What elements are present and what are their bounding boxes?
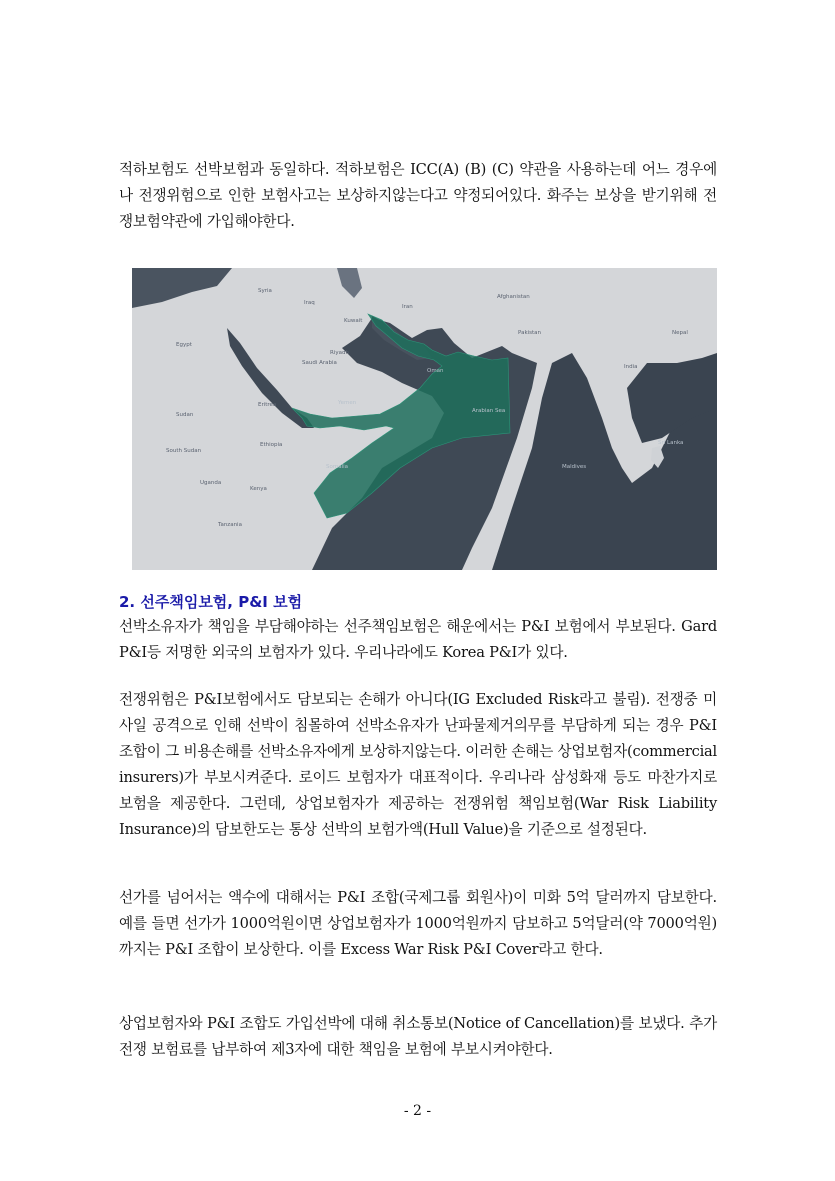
map-label-iraq: Iraq xyxy=(304,300,315,306)
map-label-tanzania: Tanzania xyxy=(218,522,242,528)
map-label-riyadh: Riyadh xyxy=(330,350,349,356)
map-label-pakistan: Pakistan xyxy=(518,330,542,336)
paragraph-cancellation: 상업보험자와 P&I 조합도 가입선박에 대해 취소통보(Notice of Cancellation)를 보냈다. 추가전쟁 보험료를 납부하여 제3자에 대한 책임을 보험에 부보시켜야한다. xyxy=(119,1015,717,1058)
map-label-somalia: Somalia xyxy=(326,464,349,470)
map-label-nepal: Nepal xyxy=(672,330,688,336)
paragraph-war-risk: 전쟁위험은 P&I보험에서도 담보되는 손해가 아니다(IG Excluded Risk라고 불림). 전쟁중 미사일 공격으로 인해 선박이 침몰하여 선박소유자가 난파물제거의무를 부담하게 되는 경우 P&I조합이 그 비용손해를 선박소유자에게 보상하지않는다. 이러한 손해는 상업보험자(commercial insurers)가 부보시켜준다. 로이드 보험자가 대표적이다. 우리나라 삼성화재 등도 마찬가지로 보험을 제공한다. 그런데, 상업보험자가 제공하는 전쟁위험 책임보험(War Risk Liability Insurance)의 담보한도는 통상 선박의 보험가액(Hull Value)을 기준으로 설정된다. xyxy=(119,691,717,838)
paragraph-excess-cover: 선가를 넘어서는 액수에 대해서는 P&I 조합(국제그룹 회원사)이 미화 5억 달러까지 담보한다. 예를 들면 선가가 1000억원이면 상업보험자가 1000억원까지 담보하고 5억달러(약 7000억원)까지는 P&I 조합이 보상한다. 이를 Excess War Risk P&I Cover라고 한다. xyxy=(119,889,717,958)
page-number: - 2 - xyxy=(403,1103,432,1119)
map-label-iran: Iran xyxy=(402,304,413,310)
map-label-afghanistan: Afghanistan xyxy=(497,294,530,300)
map-label-kenya: Kenya xyxy=(250,486,267,492)
map-label-arabian-sea: Arabian Sea xyxy=(472,408,506,414)
map-label-ethiopia: Ethiopia xyxy=(260,442,283,448)
map-label-syria: Syria xyxy=(258,288,272,294)
map-label-sudan: Sudan xyxy=(176,412,194,418)
paragraph-pi-insurance: 선박소유자가 책임을 부담해야하는 선주책임보험은 해운에서는 P&I 보험에서 부보된다. Gard P&I등 저명한 외국의 보험자가 있다. 우리나라에도 Korea P&I가 있다. xyxy=(119,618,717,661)
map-label-uganda: Uganda xyxy=(200,480,222,486)
war-risk-zone-map xyxy=(132,268,717,570)
map-label-oman: Oman xyxy=(427,368,444,374)
map-label-eritrea: Eritrea xyxy=(258,402,277,408)
map-label-yemen: Yemen xyxy=(338,400,357,406)
map-label-south-sudan: South Sudan xyxy=(166,448,202,454)
map-label-egypt: Egypt xyxy=(176,342,192,348)
map-label-india: India xyxy=(624,364,638,370)
map-label-saudi-arabia: Saudi Arabia xyxy=(302,360,337,366)
map-label-kuwait: Kuwait xyxy=(344,318,363,324)
section-heading-pi-insurance: 2. 선주책임보험, P&I 보험 xyxy=(119,593,303,611)
map-label-sri-lanka: Sri Lanka xyxy=(658,440,684,446)
map-label-maldives: Maldives xyxy=(562,464,587,470)
paragraph-cargo-insurance: 적하보험도 선박보험과 동일하다. 적하보험은 ICC(A) (B) (C) 약관을 사용하는데 어느 경우에나 전쟁위험으로 인한 보험사고는 보상하지않는다고 약정되어있다. 화주는 보상을 받기위해 전쟁보험약관에 가입해야한다. xyxy=(119,161,717,230)
